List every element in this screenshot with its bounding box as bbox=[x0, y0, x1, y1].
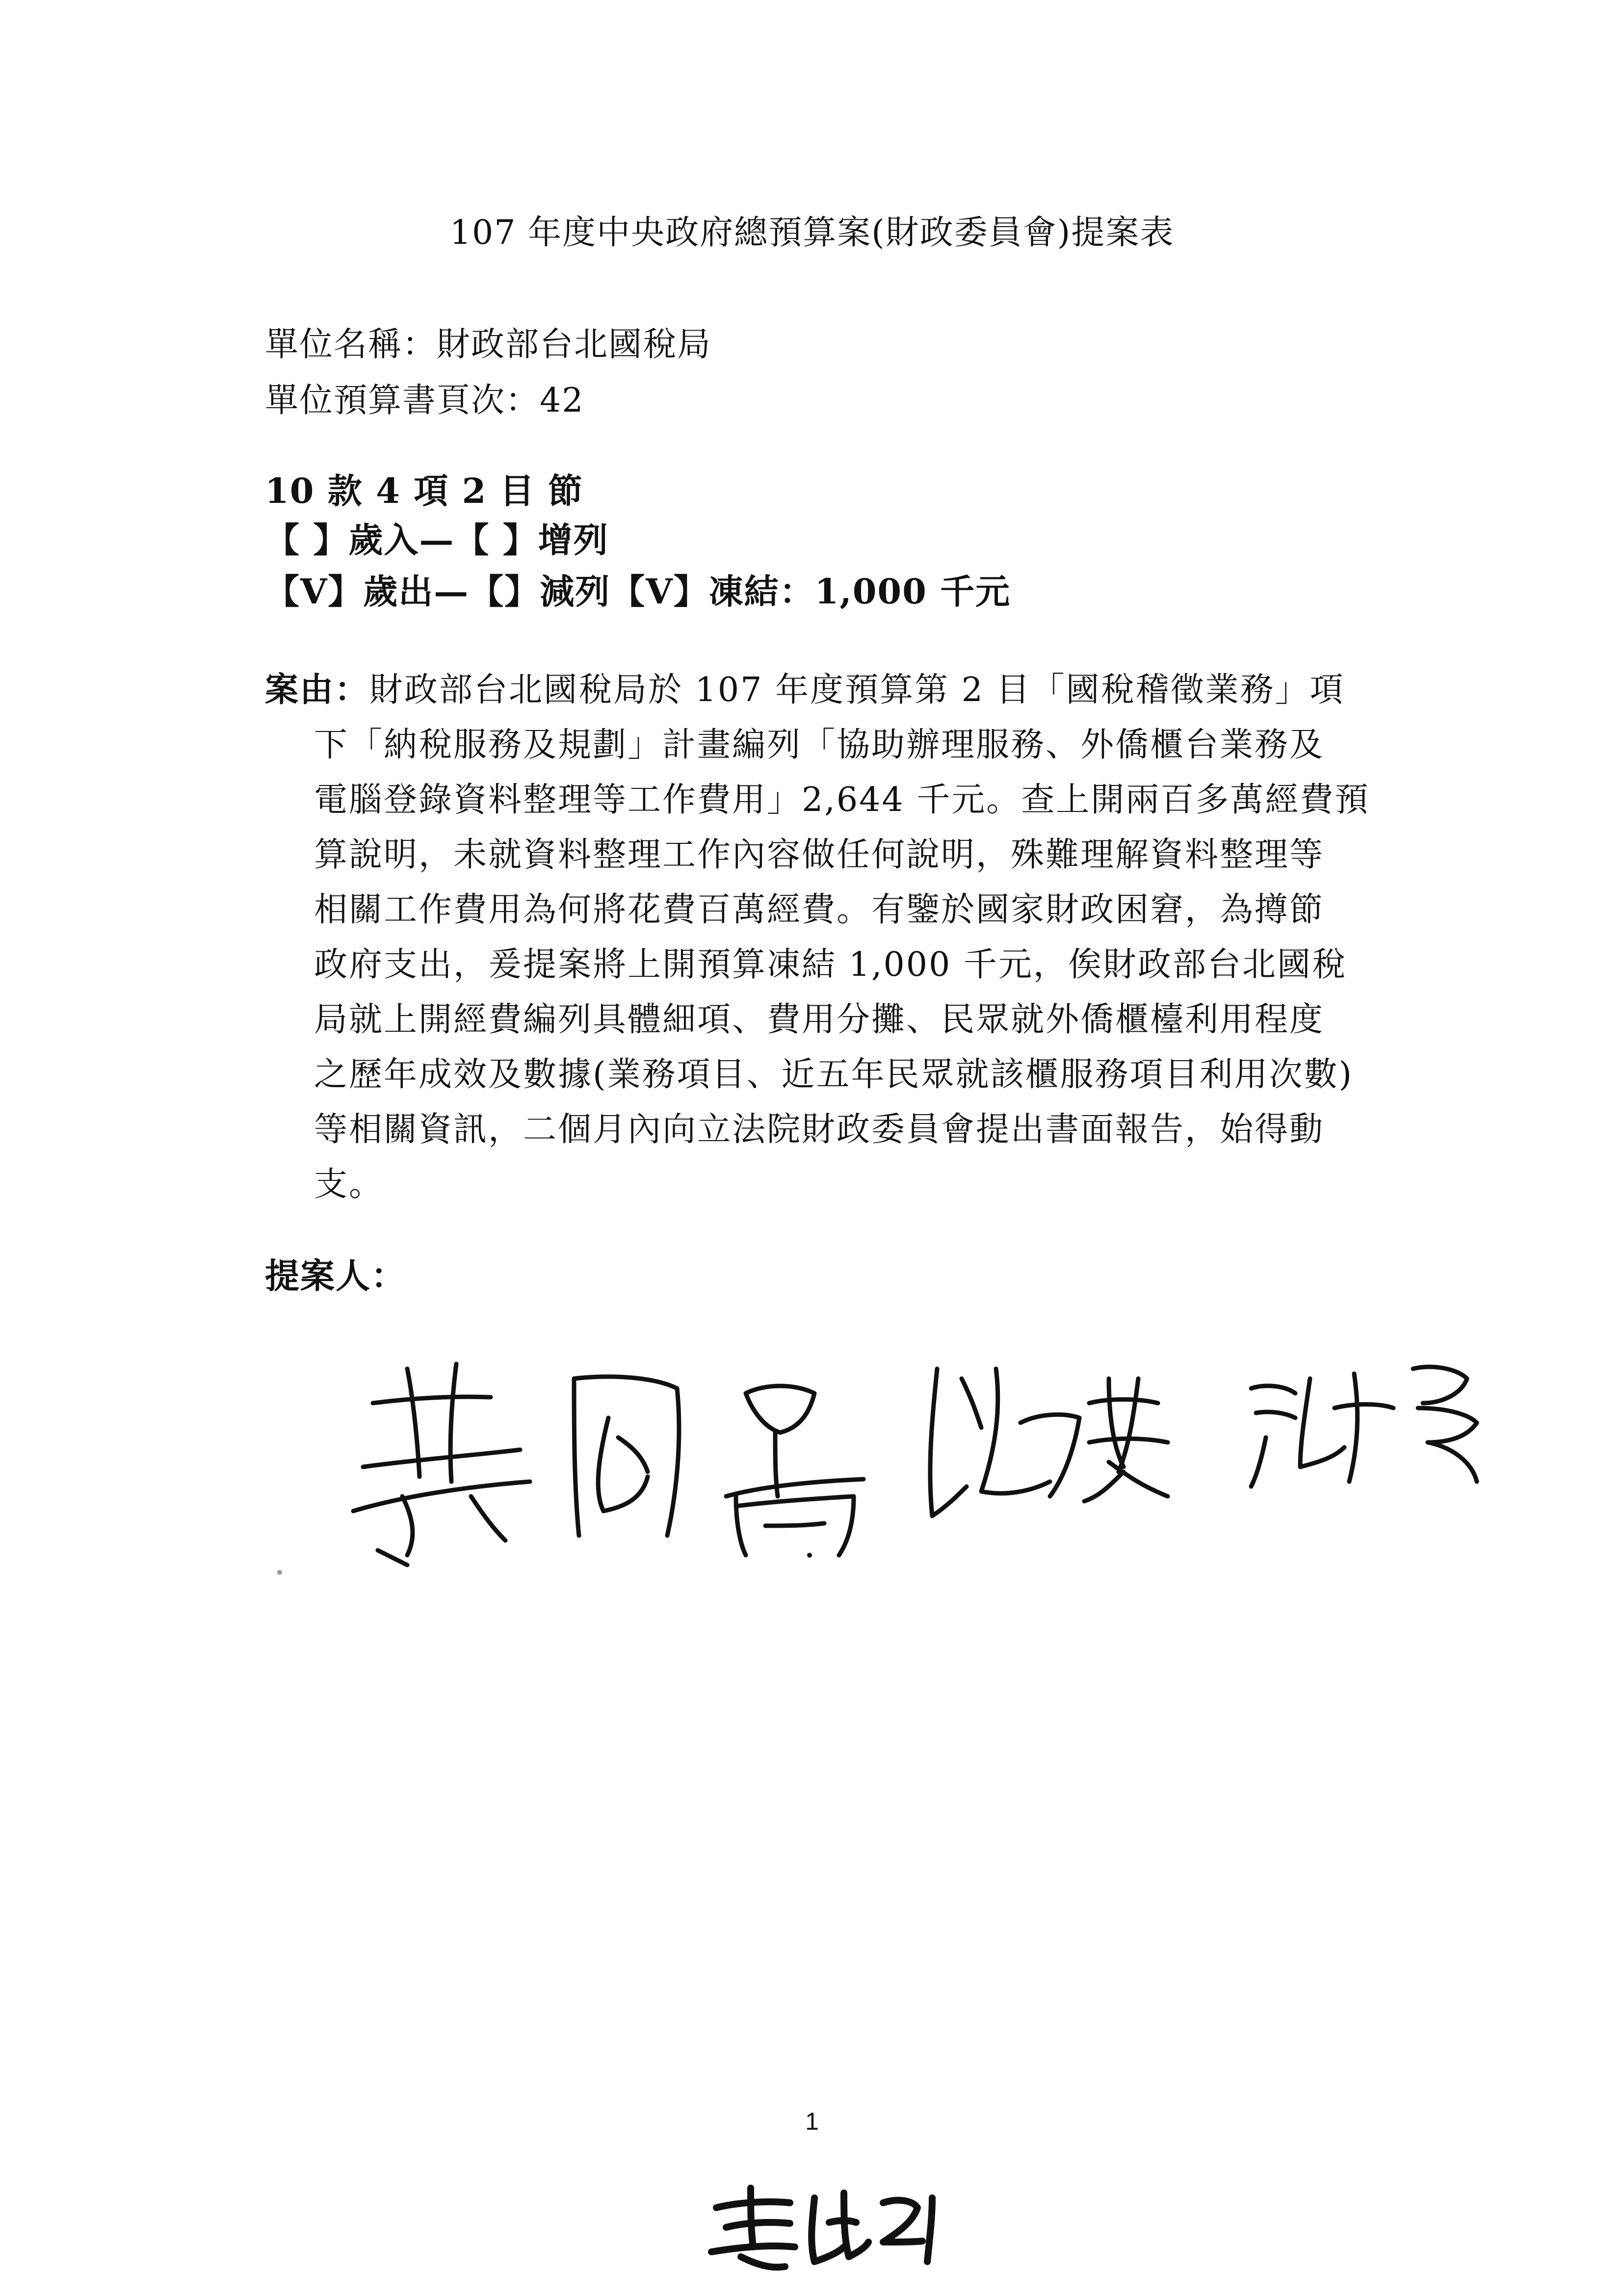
signature-1 bbox=[353, 1364, 530, 1565]
scan-speck bbox=[277, 1570, 282, 1575]
revenue-line: 【 】歲入—【 】增列 bbox=[265, 520, 609, 560]
reason-line-first bbox=[265, 662, 1452, 718]
reason-label: 案由： bbox=[265, 670, 370, 709]
handwritten-signatures bbox=[343, 1349, 1521, 1585]
proposer-label: 提案人： bbox=[265, 1255, 406, 1296]
reason-line-5: 政府支出，爰提案將上開預算凍結 1,000 千元，俟財政部台北國稅 bbox=[314, 945, 1347, 984]
reason-line-7: 之歷年成效及數據(業務項目、近五年民眾就該櫃服務項目利用次數) bbox=[314, 1055, 1354, 1094]
document-title: 107 年度中央政府總預算案(財政委員會)提案表 bbox=[449, 213, 1175, 252]
budget-section: 10 款 4 項 2 目 節 bbox=[265, 470, 584, 511]
signature-2 bbox=[574, 1377, 679, 1536]
unit-budget-page: 單位預算書頁次：42 bbox=[265, 381, 584, 420]
reason-line-2: 電腦登錄資料整理等工作費用」2,644 千元。查上開兩百多萬經費預 bbox=[314, 781, 1370, 819]
page-number: 1 bbox=[805, 2108, 819, 2135]
signature-5 bbox=[1251, 1367, 1477, 1487]
reason-line-0: 財政部台北國稅局於 107 年度預算第 2 目「國稅稽徵業務」項 bbox=[369, 671, 1345, 709]
reason-line-8: 等相關資訊，二個月內向立法院財政委員會提出書面報告，始得動 bbox=[314, 1110, 1325, 1149]
unit-name: 單位名稱：財政部台北國稅局 bbox=[265, 325, 712, 364]
reason-block bbox=[265, 662, 1452, 1212]
expense-line: 【V】歲出—【】減列【V】凍結：1,000 千元 bbox=[265, 571, 1011, 612]
signature-4 bbox=[930, 1369, 1168, 1516]
reason-line-6: 局就上開經費編列具體細項、費用分攤、民眾就外僑櫃檯利用程度 bbox=[314, 1000, 1325, 1039]
reason-line-4: 相關工作費用為何將花費百萬經費。有鑒於國家財政困窘，為撙節 bbox=[314, 890, 1325, 929]
reason-line-3: 算說明，未就資料整理工作內容做任何說明，殊難理解資料整理等 bbox=[314, 835, 1325, 874]
reason-line-1: 下「納稅服務及規劃」計畫編列「協助辦理服務、外僑櫃台業務及 bbox=[314, 726, 1325, 764]
handwritten-stamp bbox=[697, 2178, 942, 2276]
reason-line-9: 支。 bbox=[314, 1165, 384, 1204]
signature-3 bbox=[726, 1386, 864, 1555]
